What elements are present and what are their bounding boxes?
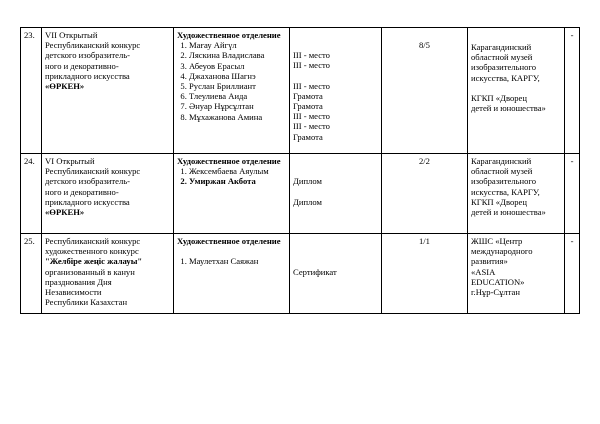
results-cell: Сертификат: [290, 234, 382, 314]
list-item: 3. Абеуов Ерасыл: [189, 61, 286, 71]
contest-cell: Республиканский конкурс художественного конкурс "Желбіре жеңіс жалауы" организованный в канун празднования Дня Независимости Республики Казахстан: [42, 234, 174, 314]
results-cell: III - место III - место III - место Грамота Грамота III - место III - место Грамота: [290, 28, 382, 154]
notes-cell: -: [565, 234, 580, 314]
participant-count: 8/5: [382, 28, 468, 154]
participants-cell: [174, 28, 290, 154]
participants-cell: [174, 234, 290, 314]
section-title: Художественное отделение: [177, 156, 281, 166]
contest-name: «ӨРКЕН»: [45, 207, 85, 218]
list-item: 2. Умиржан Акбота: [189, 176, 286, 186]
row-number: 25.: [21, 234, 42, 314]
results-cell: Диплом Диплом: [290, 154, 382, 234]
contest-name: «ӨРКЕН»: [45, 81, 85, 92]
table-row: [21, 28, 580, 154]
participant-list: [177, 40, 286, 122]
section-title: Художественное отделение: [177, 236, 281, 246]
table-row: [21, 234, 580, 314]
participant-list: [177, 166, 286, 186]
list-item: 2. Ляскина Владислава: [189, 50, 286, 60]
participant-list: [177, 256, 286, 266]
notes-cell: -: [565, 154, 580, 234]
list-item: 8. Мұхажанова Амина: [189, 112, 286, 122]
contest-cell: VI Открытый Республиканский конкурс детского изобразитель- ного и декоративно- прикладного искусства «ӨРКЕН»: [42, 154, 174, 234]
participant-count: 1/1: [382, 234, 468, 314]
list-item: 6. Тлеулиева Аида: [189, 91, 286, 101]
organizer-cell: Карагандинский областной музей изобразительного искусства, КАРГУ, КГКП «Дворец детей и юношества»: [468, 154, 565, 234]
list-item: 4. Джаханова Шагнэ: [189, 71, 286, 81]
contest-name: "Желбіре жеңіс жалауы": [45, 256, 143, 267]
organizer-cell: Карагандинский областной музей изобразительного искусства, КАРГУ, КГКП «Дворец детей и юношества»: [468, 28, 565, 154]
section-title: Художественное отделение: [177, 30, 281, 40]
participant-count: 2/2: [382, 154, 468, 234]
row-number: 24.: [21, 154, 42, 234]
table-row: [21, 154, 580, 234]
contest-cell: VII Открытый Республиканский конкурс детского изобразитель- ного и декоративно- прикладного искусства «ӨРКЕН»: [42, 28, 174, 154]
participants-cell: [174, 154, 290, 234]
list-item: 5. Руслан Бриллиант: [189, 81, 286, 91]
achievements-table: [20, 27, 580, 314]
list-item: 1. Маулетхан Саяжан: [189, 256, 286, 266]
list-item: 1. Жексембаева Аяулым: [189, 166, 286, 176]
notes-cell: -: [565, 28, 580, 154]
organizer-cell: ЖШС «Центр международного развития» «ASIA EDUCATION» г.Нұр-Сұлтан: [468, 234, 565, 314]
list-item: 1. Мағау Айгүл: [189, 40, 286, 50]
row-number: 23.: [21, 28, 42, 154]
list-item: 7. Әнуар Нұрсұлтан: [189, 101, 286, 111]
